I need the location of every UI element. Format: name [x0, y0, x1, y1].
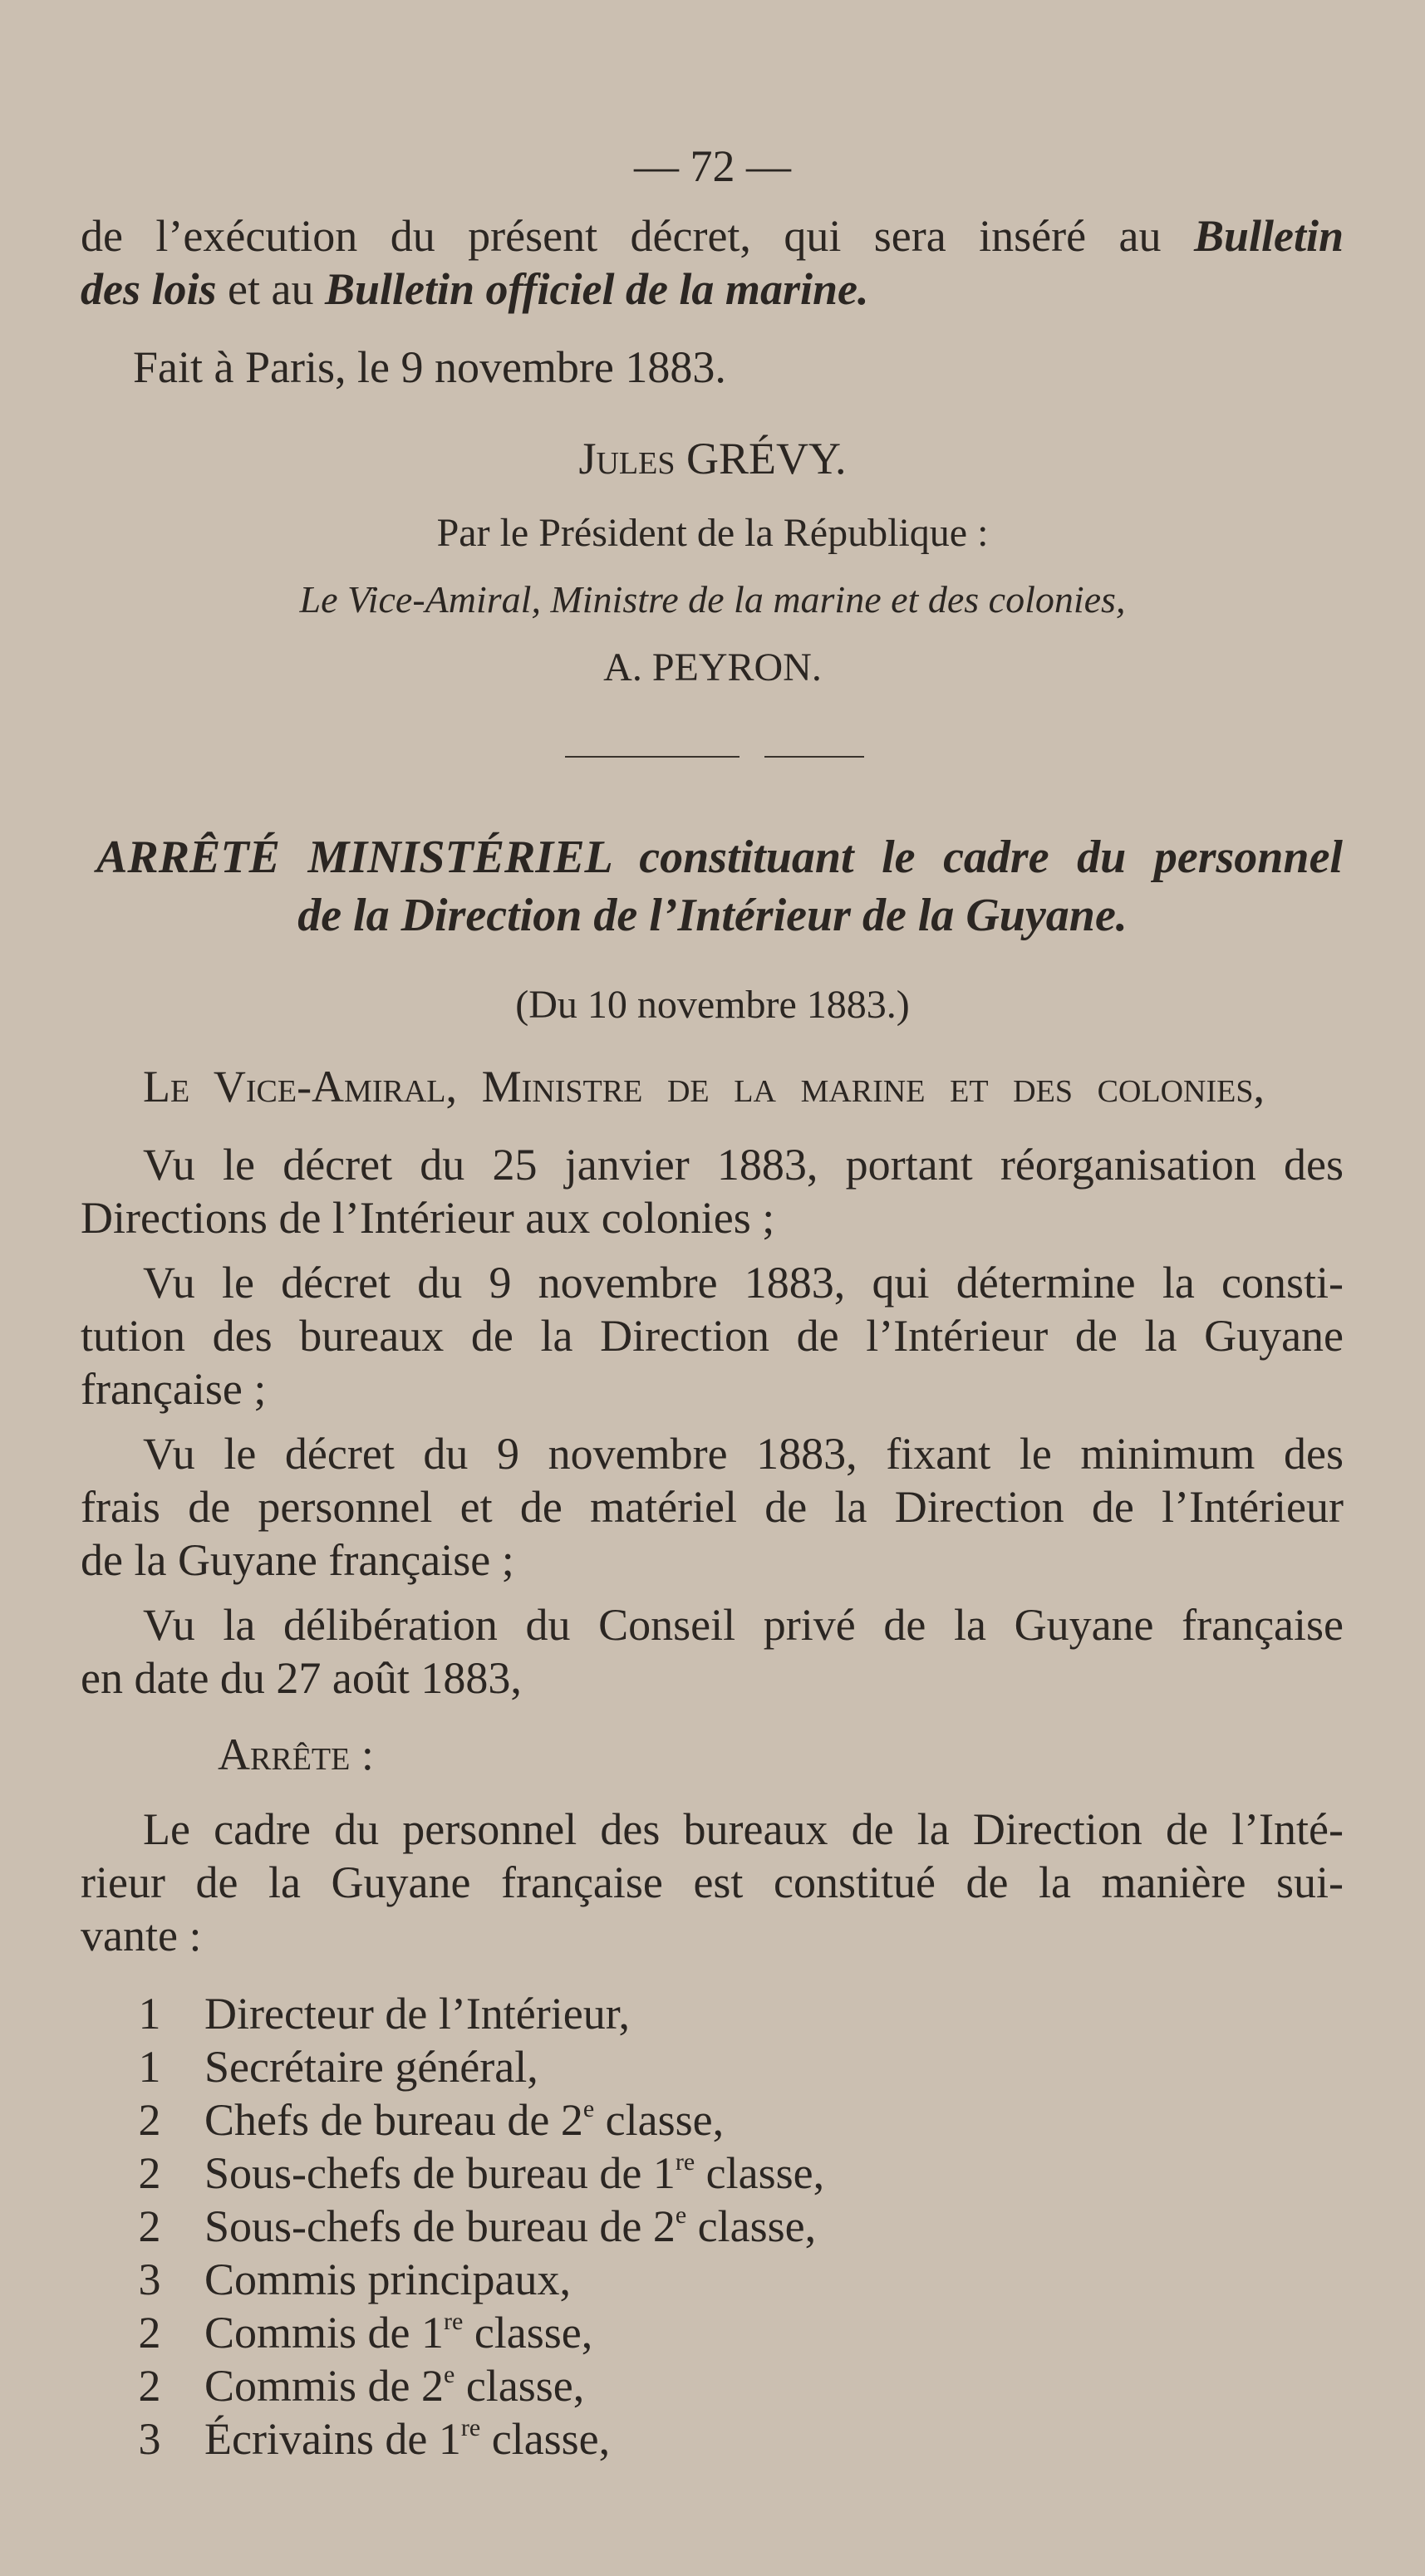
considerant-1-line-1: Vu le décret du 25 janvier 1883, portant réorganisation des	[143, 1140, 1344, 1190]
staff-position	[204, 2200, 816, 2253]
considerant-4-line-2: en date du 27 août 1883,	[81, 1653, 522, 1703]
staff-count: 3	[138, 2255, 161, 2304]
staff-count: 3	[138, 2414, 161, 2464]
bulletin-italic: Bulletin	[1193, 211, 1344, 261]
staff-count: 2	[138, 2148, 161, 2198]
by-president-line: Par le Président de la République :	[436, 511, 989, 555]
position-text: Écrivains de 1	[204, 2414, 461, 2464]
decree-closing-line-1	[81, 209, 1344, 263]
arrete-date: (Du 10 novembre 1883.)	[515, 983, 910, 1027]
separator-rule-right	[764, 756, 864, 758]
position-text: classe,	[455, 2361, 585, 2411]
position-text: classe,	[594, 2095, 725, 2145]
considerant-2-line-1: Vu le décret du 9 novembre 1883, qui détermine la consti-	[143, 1258, 1344, 1308]
ordinal-sup: e	[675, 2201, 687, 2229]
staff-position	[204, 2093, 724, 2147]
arrete-title-line-1	[96, 831, 1343, 884]
separator-rule-left	[565, 756, 740, 758]
staff-position	[204, 2147, 824, 2200]
position-text: Sous-chefs de bureau de 2	[204, 2201, 676, 2251]
bulletin-officiel-italic: Bulletin officiel de la marine.	[324, 264, 869, 314]
minister-title-line: Le Vice-Amiral, Ministre de la marine et des colonies,	[299, 578, 1126, 621]
ordinal-sup: e	[444, 2361, 455, 2388]
arrete-title-line-2: de la Direction de l’Intérieur de la Guyane.	[297, 890, 1128, 941]
considerant-2-line-2: tution des bureaux de la Direction de l’Intérieur de la Guyane	[81, 1311, 1344, 1361]
minister-name-line: A. PEYRON.	[603, 645, 822, 689]
staff-count: 2	[138, 2201, 161, 2251]
staff-count: 1	[138, 2042, 161, 2092]
decree-closing-line-2	[81, 263, 868, 316]
staff-position: Secrétaire général,	[204, 2042, 538, 2092]
considerant-3-line-2: frais de personnel et de matériel de la Direction de l’Intérieur	[81, 1482, 1344, 1532]
ordinal-sup: re	[675, 2148, 695, 2176]
body-line-2: rieur de la Guyane française est constitué de la manière sui-	[81, 1857, 1344, 1907]
page-number: — 72 —	[634, 141, 791, 191]
arrete-title-caps: ARRÊTÉ MINISTÉRIEL	[96, 832, 612, 883]
staff-position: Commis principaux,	[204, 2255, 571, 2304]
position-text: classe,	[480, 2414, 611, 2464]
intro-text: Le Vice-Amiral, Ministre de la marine et des colonies,	[143, 1062, 1265, 1111]
staff-count: 2	[138, 2308, 161, 2358]
staff-position: Directeur de l’Intérieur,	[204, 1989, 631, 2039]
staff-count: 2	[138, 2361, 161, 2411]
staff-position	[204, 2306, 592, 2359]
arrete-label: Arrête :	[218, 1730, 374, 1779]
staff-position	[204, 2359, 584, 2412]
ordinal-sup: e	[582, 2095, 595, 2122]
considerant-3-line-3: de la Guyane française ;	[81, 1535, 514, 1585]
position-text: Chefs de bureau de 2	[204, 2095, 583, 2145]
considerant-4-line-1: Vu la délibération du Conseil privé de la Guyane française	[143, 1600, 1344, 1650]
ordinal-sup: re	[460, 2414, 481, 2441]
ordinal-sup: re	[444, 2308, 464, 2335]
arrete-intro	[143, 1060, 1265, 1113]
body-line-3: vante :	[81, 1911, 202, 1960]
done-at-line: Fait à Paris, le 9 novembre 1883.	[133, 342, 726, 392]
signatory-text: Jules GRÉVY.	[578, 434, 847, 483]
position-text: Sous-chefs de bureau de 1	[204, 2148, 676, 2198]
closing-text-middle: et au	[216, 264, 325, 314]
signatory-name	[0, 432, 1425, 485]
staff-count: 1	[138, 1989, 161, 2039]
considerant-2-line-3: française ;	[81, 1364, 267, 1414]
position-text: Commis de 1	[204, 2308, 445, 2358]
body-line-1: Le cadre du personnel des bureaux de la Direction de l’Inté-	[143, 1804, 1344, 1854]
arrete-title-rest: constituant le cadre du personnel	[611, 832, 1343, 883]
position-text: classe,	[695, 2148, 825, 2198]
considerant-1-line-2: Directions de l’Intérieur aux colonies ;	[81, 1193, 775, 1243]
bulletin-des-lois-italic: des lois	[81, 264, 217, 314]
position-text: Commis de 2	[204, 2361, 445, 2411]
position-text: classe,	[686, 2201, 817, 2251]
position-text: classe,	[463, 2308, 593, 2358]
closing-text: de l’exécution du présent décret, qui sera inséré au	[81, 211, 1194, 261]
staff-count: 2	[138, 2095, 161, 2145]
staff-position	[204, 2412, 610, 2466]
considerant-3-line-1: Vu le décret du 9 novembre 1883, fixant le minimum des	[143, 1429, 1344, 1479]
